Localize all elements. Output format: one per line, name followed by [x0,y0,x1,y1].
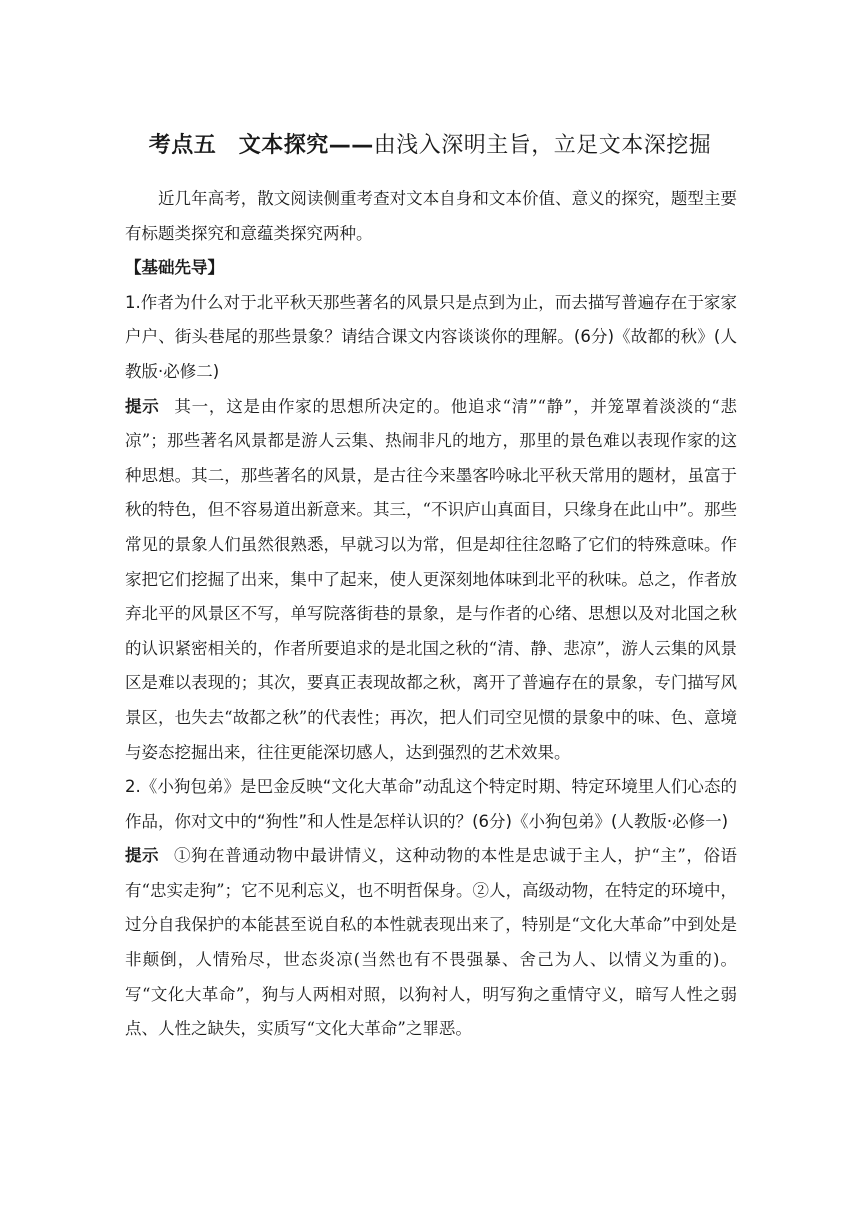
hint-text-2: ①狗在普通动物中最讲情义，这种动物的本性是忠诚于主人，护“主”，俗语有“忠实走狗”；它不见利忘义，也不明哲保身。②人，高级动物，在特定的环境中，过分自我保护的本能甚至说自私的本性就表现出来了，特别是“文化大革命”中到处是非颠倒，人情殆尽，世态炎凉(当然也有不畏强暴、舍己为人、以情义为重的)。写“文化大革命”，狗与人两相对照，以狗衬人，明写狗之重情守义，暗写人性之弱点、人性之缺失，实质写“文化大革命”之罪恶。 [125,846,738,1039]
title-subtitle: 由浅入深明主旨，立足文本深挖掘 [373,133,712,158]
hint-text-1: 其一，这是由作家的思想所决定的。他追求“清”“静”，并笼罩着淡淡的“悲凉”；那些著名风景都是游人云集、热闹非凡的地方，那里的景色难以表现作家的这种思想。其二，那些著名的风景，是古往今来墨客吟咏北平秋天常用的题材，虽富于秋的特色，但不容易道出新意来。其三，“不识庐山真面目，只缘身在此山中”。那些常见的景象人们虽然很熟悉，早就习以为常，但是却往往忽略了它们的特殊意味。作家把它们挖掘了出来，集中了起来，使人更深刻地体味到北平的秋味。总之，作者放弃北平的风景区不写，单写院落街巷的景象，是与作者的心绪、思想以及对北国之秋的认识紧密相关的，作者所要追求的是北国之秋的“清、静、悲凉”，游人云集的风景区是难以表现的；其次，要真正表现故都之秋，离开了普遍存在的景象，专门描写风景区，也失去“故都之秋”的代表性；再次，把人们司空见惯的景象中的味、色、意境与姿态挖掘出来，往往更能深切感人，达到强烈的艺术效果。 [125,396,737,762]
document-body [125,182,737,1047]
hint-paragraph-2 [125,839,737,1047]
hint-label-2: 提示 [125,846,160,866]
hint-label-1: 提示 [125,396,160,416]
title-main: 考点五 文本探究—— [148,133,374,158]
hint-paragraph-1 [125,390,737,771]
section-heading: 【基础先导】 [125,258,224,278]
intro-paragraph: 近几年高考，散文阅读侧重考查对文本自身和文本价值、意义的探究，题型主要有标题类探究和意蕴类探究两种。 [125,189,737,243]
page-title [0,130,860,162]
question-2: 2.《小狗包弟》是巴金反映“文化大革命”动乱这个特定时期、特定环境里人们心态的作品，你对文中的“狗性”和人性是怎样认识的？(6分)《小狗包弟》(人教版·必修一) [125,777,737,831]
question-1: 1.作者为什么对于北平秋天那些著名的风景只是点到为止，而去描写普遍存在于家家户户、街头巷尾的那些景象？请结合课文内容谈谈你的理解。(6分)《故都的秋》(人教版·必修二) [125,292,737,381]
